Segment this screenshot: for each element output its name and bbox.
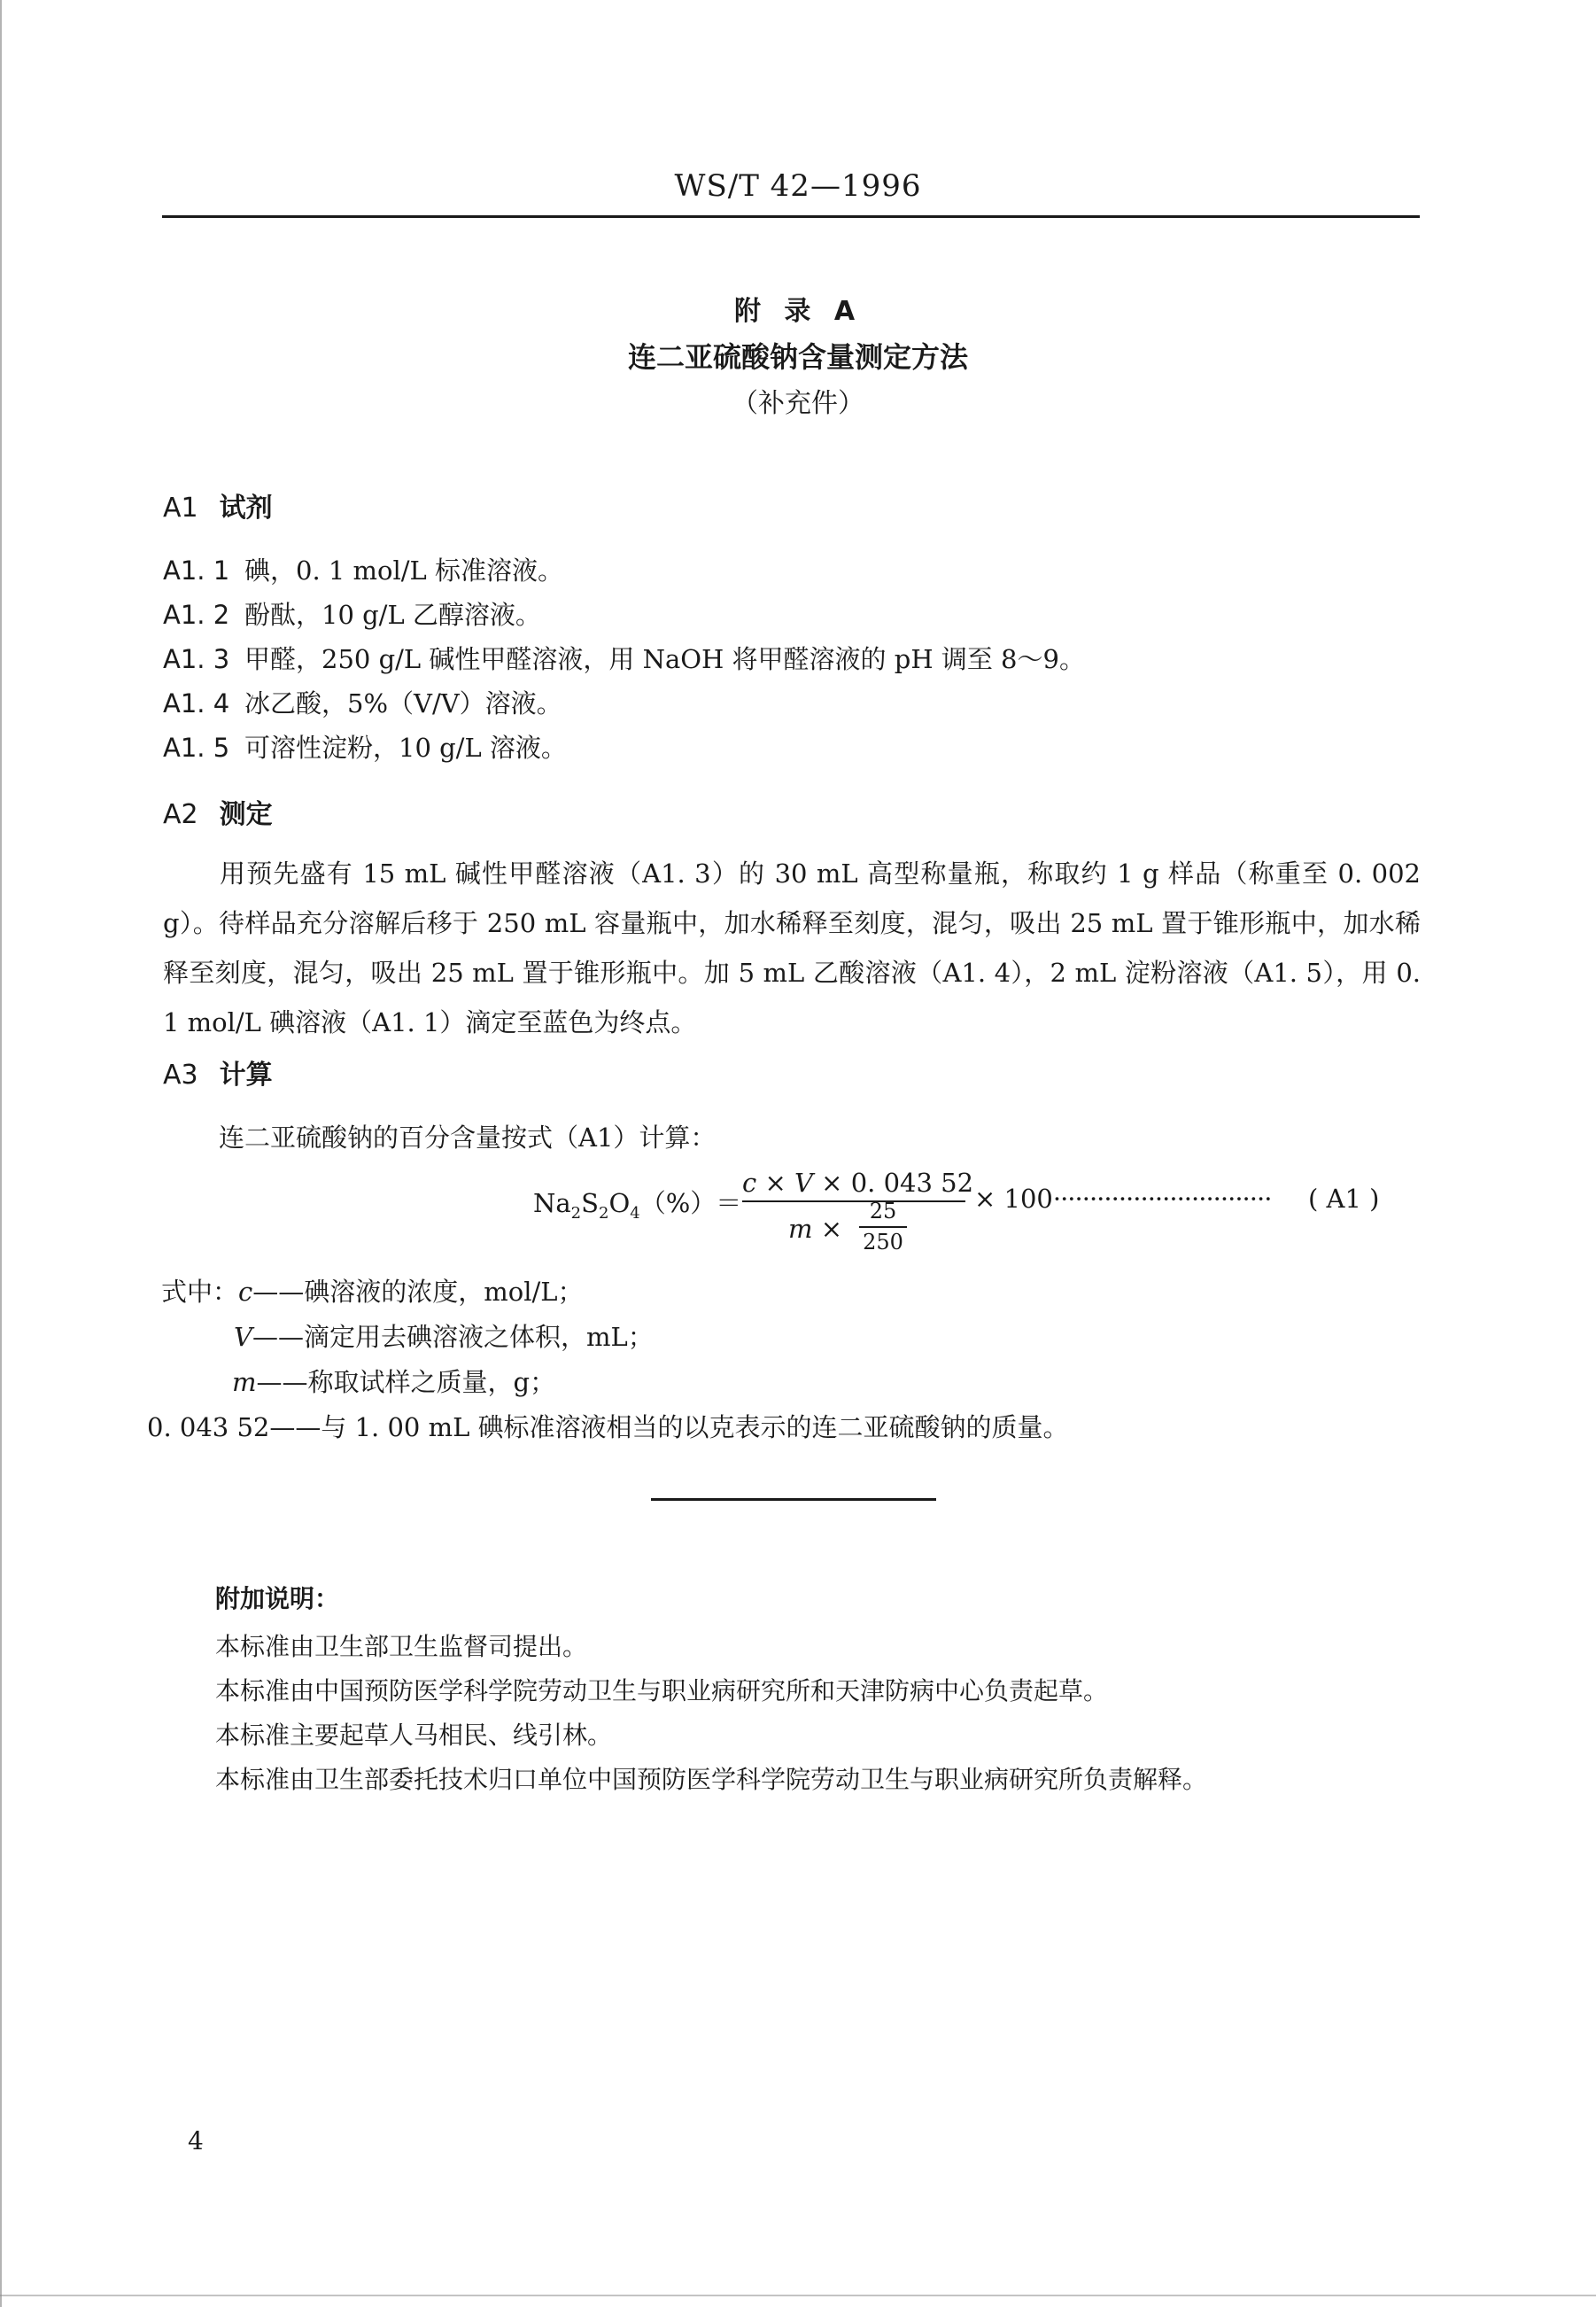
appendix-label: 附 录 A [733, 296, 863, 327]
formula-multiplier [974, 1184, 1271, 1214]
formula-symbol-m: m [788, 1214, 813, 1244]
where-text: ——与 1. 00 mL 碘标准溶液相当的以克表示的连二亚硫酸钠的质量。 [269, 1412, 1069, 1442]
formula-fraction-bar [742, 1200, 965, 1202]
formula-tag: ( A1 ) [1308, 1184, 1380, 1214]
calculation-intro: 连二亚硫酸钠的百分含量按式（A1）计算： [219, 1122, 717, 1153]
formula-lhs: $Na_2S_2O_4(\%)=$ [533, 1188, 742, 1223]
reagent-item [163, 640, 1085, 676]
formula-inner-bar [859, 1226, 907, 1228]
scan-edge-bottom [0, 2295, 1596, 2296]
reagent-number: A1. 4 [163, 688, 230, 719]
section-a3-title: 计算 [219, 1060, 273, 1091]
formula-inner-denominator: 250 [863, 1230, 903, 1254]
formula-constant: 0. 043 52 [850, 1168, 974, 1198]
where-text: ——滴定用去碘溶液之体积，mL； [252, 1322, 654, 1352]
reagent-number: A1. 3 [163, 644, 230, 674]
formula-lhs-unit: （%）＝ [639, 1188, 742, 1218]
where-symbol: V [234, 1322, 252, 1352]
where-symbol: 0. 043 52 [147, 1412, 270, 1442]
formula-na: Na [533, 1188, 571, 1218]
section-a3-heading [163, 1053, 273, 1091]
note-line: 本标准由卫生部卫生监督司提出。 [215, 1632, 588, 1661]
appendix-title: 连二亚硫酸钠含量测定方法 [627, 340, 968, 374]
standard-code-header: WS/T 42—1996 [674, 168, 922, 204]
end-rule [651, 1498, 936, 1501]
note-line: 本标准由卫生部委托技术归口单位中国预防医学科学院劳动卫生与职业病研究所负责解释。 [215, 1765, 1208, 1794]
where-symbol: m [232, 1367, 257, 1397]
formula-times: × [764, 1168, 786, 1198]
where-symbol: c [238, 1277, 253, 1307]
reagent-text: 酚酞，10 g/L 乙醇溶液。 [244, 600, 541, 630]
formula-o: O [608, 1188, 631, 1218]
formula-numerator [742, 1168, 974, 1198]
where-row [161, 1272, 584, 1309]
reagent-item [163, 728, 567, 765]
note-line: 本标准主要起草人马相民、线引林。 [215, 1721, 613, 1750]
reagent-item [163, 595, 541, 632]
where-row [232, 1363, 555, 1399]
section-a1-number: A1 [163, 493, 198, 524]
formula-symbol-c: c [742, 1168, 757, 1198]
page-number: 4 [188, 2126, 204, 2156]
where-row [234, 1317, 654, 1354]
section-a1-title: 试剂 [219, 493, 273, 524]
section-a2-title: 测定 [219, 799, 273, 830]
reagent-number: A1. 5 [163, 733, 230, 763]
procedure-paragraph: 用预先盛有 15 mL 碱性甲醛溶液（A1. 3）的 30 mL 高型称量瓶，称取约 1 g 样品（称重至 0. 002 g）。待样品充分溶解后移于 250 mL 容量瓶中，加水稀释至刻度，混匀，吸出 25 mL 置于锥形瓶中，加水稀释至刻度，混匀，吸出 25 mL 置于锥形瓶中。加 5 mL 乙酸溶液（A1. 4），2 mL 淀粉溶液（A1. 5），用 0. 1 mol/L 碘溶液（A1. 1）滴定至蓝色为终点。 [163, 858, 1421, 1037]
formula-times: × [821, 1168, 843, 1198]
reagent-number: A1. 1 [163, 555, 230, 586]
reagent-item [163, 684, 562, 720]
section-a2-number: A2 [163, 799, 198, 830]
formula-mult-text: × 100 [974, 1184, 1053, 1214]
where-text: ——称取试样之质量，g； [256, 1367, 556, 1397]
note-line: 本标准由中国预防医学科学院劳动卫生与职业病研究所和天津防病中心负责起草。 [215, 1676, 1109, 1705]
formula-a1 [533, 1168, 1419, 1265]
where-label: 式中： [161, 1277, 239, 1307]
header-rule [162, 215, 1420, 218]
section-a2-heading [163, 792, 273, 831]
reagent-text: 可溶性淀粉，10 g/L 溶液。 [244, 733, 567, 763]
section-a3-number: A3 [163, 1060, 198, 1091]
formula-dots: ······························ [1052, 1184, 1272, 1214]
where-row [147, 1408, 1069, 1444]
reagent-number: A1. 2 [163, 600, 230, 630]
formula-denominator [788, 1214, 842, 1244]
where-text: ——碘溶液的浓度，mol/L； [252, 1277, 584, 1307]
formula-s: S [581, 1188, 599, 1218]
reagent-item [163, 551, 563, 587]
appendix-subtitle: （补充件） [732, 388, 864, 419]
formula-inner-numerator: 25 [869, 1199, 897, 1223]
notes-heading: 附加说明： [215, 1584, 340, 1613]
formula-times: × [820, 1214, 843, 1244]
reagent-text: 冰乙酸，5%（V/V）溶液。 [244, 688, 562, 719]
reagent-text: 甲醛，250 g/L 碱性甲醛溶液，用 NaOH 将甲醛溶液的 pH 调至 8～9。 [244, 644, 1085, 674]
section-a1-heading [163, 485, 273, 524]
reagent-text: 碘，0. 1 mol/L 标准溶液。 [244, 555, 564, 586]
formula-symbol-v: V [794, 1168, 813, 1198]
